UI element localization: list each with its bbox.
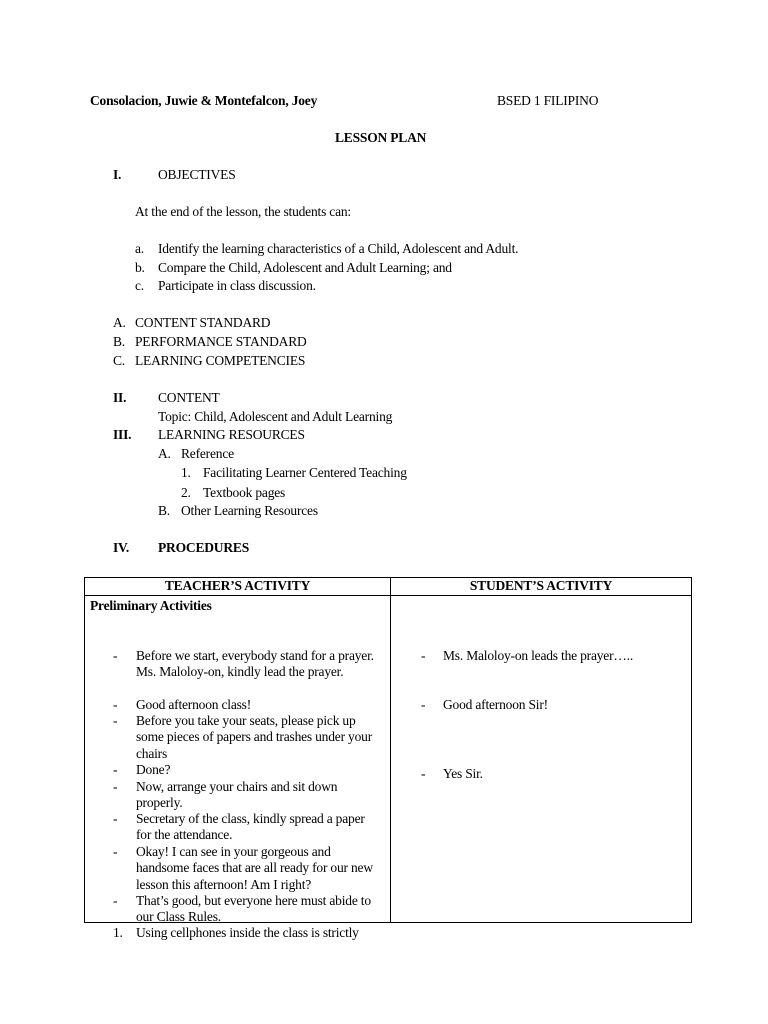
student-item: Good afternoon Sir! <box>443 697 548 712</box>
activity-table <box>84 577 692 940</box>
section-numeral-2: II. <box>113 390 127 405</box>
list-marker: 1. <box>113 925 123 940</box>
course: BSED 1 FILIPINO <box>497 93 599 108</box>
student-activity-cell <box>391 596 692 923</box>
list-marker: - <box>421 697 426 712</box>
standard-marker: B. <box>113 334 125 349</box>
list-marker: - <box>113 811 118 826</box>
teacher-item: Using cellphones inside the class is strictly <box>136 925 359 940</box>
teacher-item: Before you take your seats, please pick up some pieces of papers and trashes under your chairs <box>136 713 372 761</box>
teacher-item: Before we start, everybody stand for a prayer. Ms. Maloloy-on, kindly lead the prayer. <box>136 648 374 680</box>
resource-marker: A. <box>158 446 171 461</box>
content-topic: Topic: Child, Adolescent and Adult Learning <box>158 409 393 424</box>
teacher-item: Done? <box>136 762 171 777</box>
teacher-activity-header: TEACHER’S ACTIVITY <box>85 578 391 596</box>
content-heading: CONTENT <box>158 390 220 405</box>
reference-marker: 1. <box>181 465 191 480</box>
teacher-activity-cell <box>85 596 391 940</box>
standard-text: CONTENT STANDARD <box>135 315 271 330</box>
student-item: Ms. Maloloy-on leads the prayer….. <box>443 648 634 663</box>
list-marker: - <box>421 766 426 781</box>
teacher-item: Now, arrange your chairs and sit down properly. <box>136 779 338 811</box>
standard-text: LEARNING COMPETENCIES <box>135 353 306 368</box>
reference-text: Facilitating Learner Centered Teaching <box>203 465 407 480</box>
objective-marker: a. <box>135 241 144 256</box>
objective-marker: b. <box>135 260 145 275</box>
teacher-item: That’s good, but everyone here must abide to our Class Rules. <box>136 893 371 925</box>
objectives-heading: OBJECTIVES <box>158 167 236 182</box>
table-row <box>85 596 692 923</box>
teacher-item: Good afternoon class! <box>136 697 252 712</box>
objective-text: Identify the learning characteristics of a Child, Adolescent and Adult. <box>158 241 519 256</box>
list-marker: - <box>113 893 118 908</box>
standard-text: PERFORMANCE STANDARD <box>135 334 307 349</box>
list-marker: - <box>113 779 118 794</box>
section-label: Preliminary Activities <box>90 598 212 613</box>
reference-marker: 2. <box>181 485 191 500</box>
list-marker: - <box>113 713 118 728</box>
procedures-heading: PROCEDURES <box>158 540 250 555</box>
resource-other: Other Learning Resources <box>181 503 318 518</box>
reference-text: Textbook pages <box>203 485 286 500</box>
resource-reference: Reference <box>181 446 234 461</box>
authors: Consolacion, Juwie & Montefalcon, Joey <box>90 93 318 108</box>
table-header-row <box>85 578 692 596</box>
student-activity-header: STUDENT’S ACTIVITY <box>391 578 692 596</box>
section-numeral-3: III. <box>113 427 132 442</box>
objectives-intro: At the end of the lesson, the students can: <box>135 204 351 219</box>
list-marker: - <box>113 648 118 663</box>
objective-text: Participate in class discussion. <box>158 278 316 293</box>
page-title: LESSON PLAN <box>335 130 427 145</box>
list-marker: - <box>113 697 118 712</box>
objective-marker: c. <box>135 278 144 293</box>
teacher-item: Okay! I can see in your gorgeous and handsome faces that are all ready for our new lesson this afternoon! Am I right? <box>136 844 373 892</box>
resources-heading: LEARNING RESOURCES <box>158 427 305 442</box>
objective-text: Compare the Child, Adolescent and Adult Learning; and <box>158 260 452 275</box>
standard-marker: A. <box>113 315 126 330</box>
teacher-item: Secretary of the class, kindly spread a paper for the attendance. <box>136 811 365 843</box>
resource-marker: B. <box>158 503 170 518</box>
list-marker: - <box>113 762 118 777</box>
student-item: Yes Sir. <box>443 766 483 781</box>
standard-marker: C. <box>113 353 125 368</box>
list-marker: - <box>421 648 426 663</box>
section-numeral-4: IV. <box>113 540 130 555</box>
list-marker: - <box>113 844 118 859</box>
section-numeral-1: I. <box>113 167 122 182</box>
